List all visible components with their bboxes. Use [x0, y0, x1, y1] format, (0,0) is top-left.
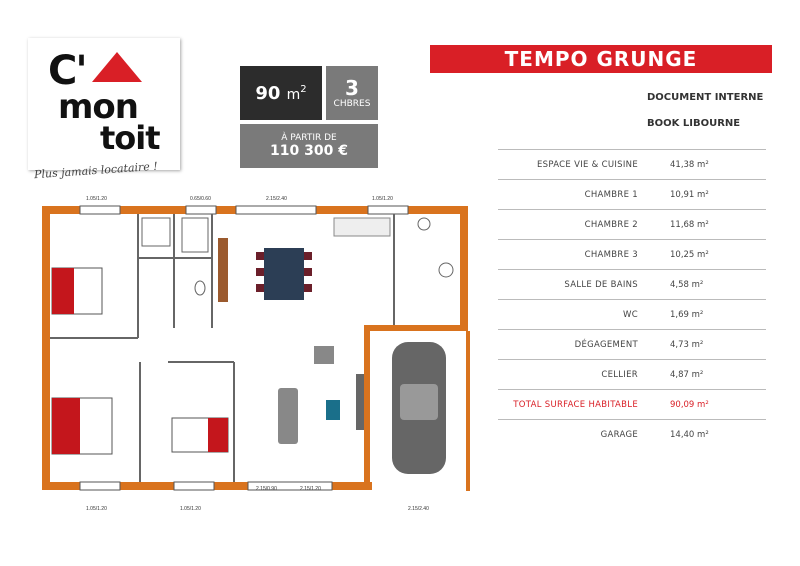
table-row — [498, 239, 766, 269]
room-area: 14,40 m² — [670, 429, 709, 440]
dimension-label: 0.65/0.60 — [190, 196, 211, 202]
bedrooms-label: CHBRES — [333, 99, 371, 109]
table-row-total — [498, 389, 766, 419]
dimension-label: 1.05/1.20 — [86, 196, 107, 202]
book-label: BOOK LIBOURNE — [647, 118, 741, 129]
surface-unit: m — [286, 86, 301, 103]
surface-box — [240, 66, 322, 120]
room-area: 4,87 m² — [670, 369, 704, 380]
logo-toit-text: toit — [100, 119, 160, 157]
surface-exponent: 2 — [300, 83, 307, 95]
table-row — [498, 419, 766, 449]
dimension-label: 2.15/2.40 — [408, 506, 429, 512]
floor-plan — [34, 188, 486, 518]
dimension-label: 2.15/0.90 — [256, 486, 277, 492]
model-title: TEMPO GRUNGE — [430, 45, 772, 73]
dimension-label: 1.05/1.20 — [86, 506, 107, 512]
price-box — [240, 124, 378, 168]
table-row — [498, 299, 766, 329]
rooms-table — [498, 149, 766, 449]
dimension-label: 1.05/1.20 — [372, 196, 393, 202]
roof-icon — [92, 52, 142, 82]
room-name: CHAMBRE 3 — [584, 249, 638, 260]
bedrooms-count: 3 — [345, 76, 359, 100]
room-name: ESPACE VIE & CUISINE — [536, 159, 638, 170]
table-row — [498, 269, 766, 299]
room-area: 10,25 m² — [670, 249, 709, 260]
dimension-label: 2.15/1.20 — [300, 486, 321, 492]
room-name: WC — [623, 309, 638, 320]
table-row — [498, 179, 766, 209]
bed-3 — [172, 418, 228, 452]
room-name: SALLE DE BAINS — [564, 279, 638, 290]
table-row — [498, 209, 766, 239]
document-label: DOCUMENT INTERNE — [647, 92, 764, 103]
table-row — [498, 329, 766, 359]
brand-logo — [28, 38, 180, 182]
logo-mon-text: mon — [58, 87, 138, 127]
garage-car — [392, 342, 446, 474]
room-area: 4,58 m² — [670, 279, 704, 290]
room-area: 90,09 m² — [670, 399, 709, 410]
price-value: 110 300 € — [270, 143, 348, 159]
table-row — [498, 149, 766, 179]
bed-1 — [52, 268, 102, 314]
living-area — [278, 346, 364, 444]
room-area: 41,38 m² — [670, 159, 709, 170]
room-name: CHAMBRE 1 — [584, 189, 638, 200]
dining-table — [256, 248, 312, 300]
price-label: À PARTIR DE — [281, 133, 337, 143]
logo-tagline: Plus jamais locataire ! — [33, 159, 159, 182]
room-area: 11,68 m² — [670, 219, 709, 230]
bed-2 — [52, 398, 112, 454]
logo-c-letter: C' — [48, 48, 86, 94]
surface-value: 90 — [255, 82, 281, 104]
dimension-label: 1.05/1.20 — [180, 506, 201, 512]
room-area: 4,73 m² — [670, 339, 704, 350]
room-area: 10,91 m² — [670, 189, 709, 200]
bedrooms-box — [326, 66, 378, 120]
room-name: DÉGAGEMENT — [574, 339, 638, 350]
dimension-label: 2.15/2.40 — [266, 196, 287, 202]
room-name: TOTAL SURFACE HABITABLE — [513, 399, 638, 410]
room-name: CHAMBRE 2 — [584, 219, 638, 230]
windows — [80, 206, 408, 490]
room-area: 1,69 m² — [670, 309, 704, 320]
room-name: GARAGE — [600, 429, 638, 440]
table-row — [498, 359, 766, 389]
room-name: CELLIER — [601, 369, 638, 380]
